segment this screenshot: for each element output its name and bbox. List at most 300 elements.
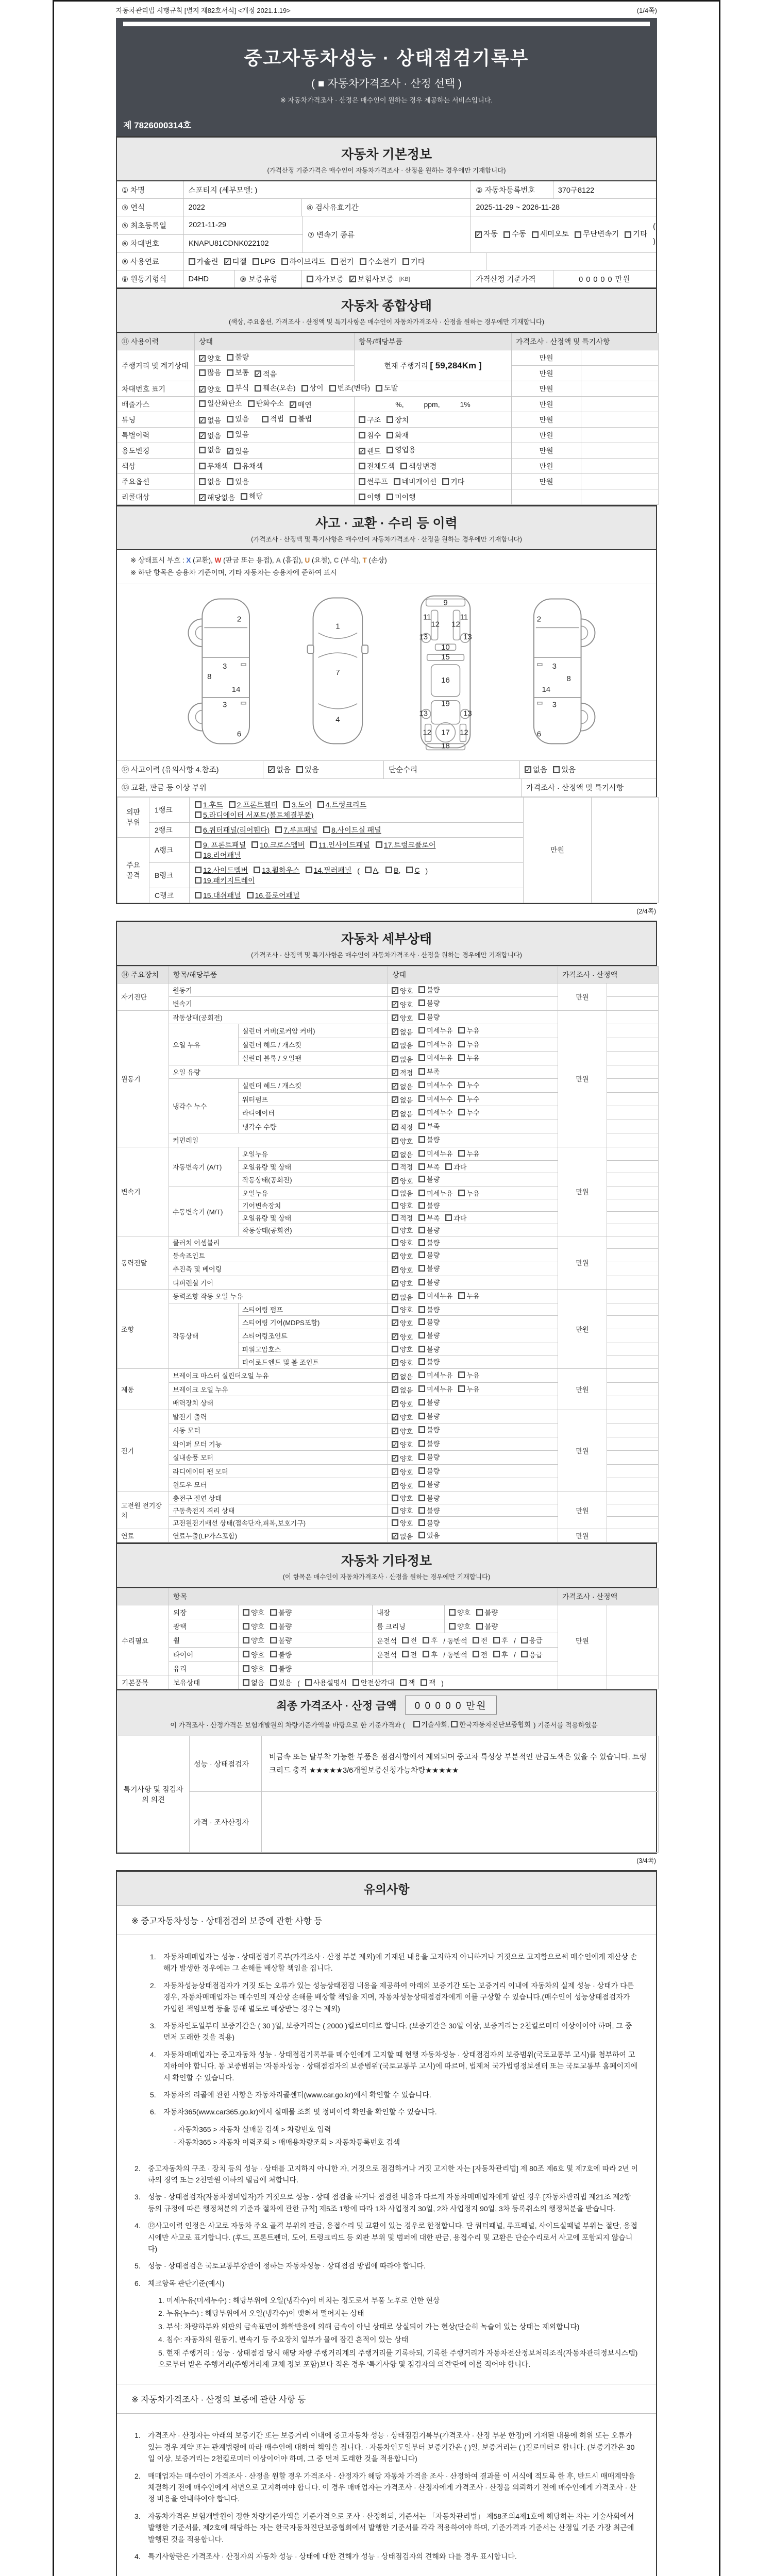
- note-cell: [607, 1605, 659, 1675]
- detail-row: [117, 1529, 659, 1543]
- item-cell: 작동상태: [169, 1303, 239, 1369]
- row-label: 휠: [169, 1633, 239, 1648]
- status-cell: [388, 1276, 558, 1290]
- engine-type-value: D4HD: [184, 270, 236, 287]
- checkbox-label: 부족: [427, 1067, 440, 1076]
- empty-cell: [486, 253, 656, 270]
- col-header: 상태: [388, 966, 558, 983]
- status-cell: [195, 381, 512, 397]
- checkbox-label: 썬루프: [367, 477, 388, 486]
- checkbox-icon: ✓: [392, 1252, 398, 1260]
- checkbox-unchecked: [575, 227, 619, 242]
- checkbox-label: 있음: [235, 415, 249, 423]
- checkbox-icon: [386, 494, 393, 500]
- checkbox-unchecked: [418, 1530, 440, 1540]
- checkbox-label: 전: [410, 1637, 417, 1645]
- checkbox-label: 불량: [427, 1251, 440, 1259]
- checkbox-unchecked: [503, 227, 526, 242]
- checkbox-label: 누수: [466, 1081, 480, 1090]
- checkbox-icon: [301, 385, 308, 392]
- item-cell: 충전구 절연 상태: [169, 1492, 388, 1504]
- checkbox-unchecked: [521, 1635, 543, 1645]
- checkbox-icon: [418, 1413, 425, 1419]
- note-cell: [607, 1133, 659, 1147]
- checkbox-label: 하이브리드: [289, 258, 326, 266]
- checkbox-checked: [199, 353, 221, 364]
- checkbox-checked: [392, 1081, 413, 1091]
- checkbox-label: 없음: [400, 1042, 413, 1050]
- checkbox-icon: ✓: [392, 1468, 398, 1476]
- status-cell: [239, 1633, 373, 1648]
- checkbox-label: 없음: [400, 1386, 413, 1395]
- inline-text: 이 가격조사 · 산정가격은 보험개발원의 차량기준가액을 바탕으로 한 기준가격과 (: [170, 1721, 407, 1730]
- note-cell: [607, 997, 659, 1011]
- checkbox-label: A,: [373, 866, 380, 874]
- checkbox-icon: [243, 1665, 249, 1672]
- svg-text:16: 16: [441, 675, 450, 685]
- section-title: 자동차 기본정보: [341, 147, 432, 162]
- checkbox-icon: [418, 1251, 425, 1258]
- checkbox-label: 장치: [395, 415, 409, 424]
- checkbox-checked: [392, 1149, 413, 1159]
- checkbox-label: 12.사이드멤버: [203, 866, 248, 874]
- checkbox-unchecked: [418, 1277, 440, 1287]
- checkbox-label: 부족: [427, 1122, 440, 1130]
- checkbox-icon: [331, 258, 338, 265]
- checkbox-checked: [199, 493, 235, 503]
- item-cell: 실내송풍 모터: [169, 1451, 388, 1465]
- section-title: 사고 · 교환 · 수리 등 이력: [315, 516, 458, 531]
- checkbox-label: 불량: [235, 353, 249, 362]
- checkbox-icon: ✓: [392, 1482, 398, 1489]
- item-cell: [355, 428, 512, 443]
- checkbox-icon: [449, 1623, 456, 1630]
- row-label: 룸 크리닝: [373, 1619, 445, 1633]
- checkbox-icon: [476, 1609, 483, 1616]
- svg-text:2: 2: [237, 614, 242, 623]
- inline-text: 운전석: [377, 1651, 397, 1659]
- base-price-label: 가격산정 기준가격: [471, 270, 553, 287]
- checkbox-label: 미세누유: [427, 1371, 453, 1380]
- checkbox-checked: [268, 764, 291, 775]
- legend-note: ※ 하단 항목은 승용차 기준이며, 기타 자동차는 승용차에 준하여 표시: [130, 569, 337, 577]
- checkbox-unchecked: [413, 1719, 449, 1729]
- notice-subitem: 3. 부식: 차량하부와 외판의 금속표면이 화학반응에 의해 금속이 아닌 상태로 상실되어 가는 현상(단순히 녹슬어 있는 상태는 제외합니다): [158, 2322, 580, 2331]
- checkbox-icon: [296, 766, 303, 773]
- item-cell: [355, 474, 512, 489]
- checkbox-unchecked: [243, 1607, 264, 1617]
- checkbox-label: 해당: [249, 492, 263, 501]
- checkbox-label: 없음: [276, 766, 291, 775]
- subitem-cell: 오일유량 및 상태: [239, 1161, 388, 1173]
- text-segment: C: [333, 556, 339, 564]
- note-cell: [581, 366, 659, 381]
- checkbox-unchecked: [392, 1188, 413, 1198]
- checkbox-unchecked: [392, 1344, 413, 1354]
- status-cell: [239, 1675, 558, 1689]
- checkbox-unchecked: [301, 383, 324, 393]
- checkbox-unchecked: [392, 1200, 413, 1210]
- checkbox-unchecked: [234, 461, 263, 471]
- checkbox-unchecked: [418, 1039, 452, 1049]
- checkbox-unchecked: [418, 1238, 440, 1247]
- item-cell: 발전기 출력: [169, 1410, 388, 1423]
- checkbox-label: 누유: [466, 1371, 480, 1380]
- checkbox-icon: [418, 999, 425, 1006]
- checkbox-icon: [418, 1399, 425, 1405]
- status-cell: [445, 1619, 558, 1633]
- note-cell: [607, 1187, 659, 1199]
- item-cell: 오일 유량: [169, 1065, 388, 1079]
- warranty-type-checks: [302, 270, 472, 287]
- simple-repair-checks: [520, 761, 656, 778]
- checkbox-checked: [392, 1481, 413, 1490]
- checkbox-label: 불량: [427, 1481, 440, 1489]
- checkbox-unchecked: [255, 383, 295, 393]
- checkbox-label: 변조(변타): [337, 384, 371, 393]
- checkbox-label: 있음: [561, 766, 576, 775]
- checkbox-checked: [392, 986, 413, 995]
- checkbox-icon: [394, 478, 400, 485]
- price-cell: 만원: [512, 459, 581, 474]
- checkbox-label: 없음: [207, 416, 222, 425]
- text-segment: ※ 상태표시 부호 :: [130, 556, 187, 564]
- checkbox-icon: [418, 1214, 425, 1221]
- checkbox-checked: [392, 1531, 413, 1541]
- checkbox-label: 양호: [400, 1226, 413, 1234]
- checkbox-label: 불량: [427, 1013, 440, 1021]
- row-label: 색상: [117, 459, 195, 474]
- col-header: 항목/해당부품: [169, 966, 388, 983]
- checkbox-unchecked: [359, 430, 381, 440]
- vin-value: KNAPU81CDNK022102: [189, 239, 269, 248]
- svg-text:2: 2: [536, 614, 542, 623]
- checkbox-icon: [418, 986, 425, 993]
- field-label: ⑤ 최초등록일: [117, 216, 184, 234]
- item-cell: 냉각수 누수: [169, 1079, 239, 1133]
- document-meta: [116, 4, 657, 18]
- checkbox-unchecked: [418, 1357, 440, 1366]
- checkbox-label: 많음: [207, 368, 222, 377]
- col-header: [117, 1588, 169, 1605]
- text-segment: U: [305, 556, 310, 564]
- group-label: 수리필요: [117, 1605, 169, 1675]
- text-segment: (교환),: [191, 556, 215, 564]
- checkbox-icon: [270, 1609, 277, 1616]
- checkbox-unchecked: [418, 1174, 440, 1184]
- device-cell: 원동기: [117, 1010, 169, 1147]
- checkbox-icon: [392, 1239, 398, 1246]
- price-cell: 만원: [512, 381, 581, 397]
- note-cell: [607, 1369, 659, 1383]
- checkbox-icon: ✓: [255, 370, 261, 378]
- first-registration-value: 2021-11-29: [189, 221, 227, 230]
- status-cell: [388, 1343, 558, 1355]
- status-cell: [195, 366, 355, 381]
- status-cell: [388, 1248, 558, 1262]
- note-cell: [607, 1173, 659, 1187]
- note-cell: [607, 1079, 659, 1093]
- checkbox-label: 불량: [427, 1332, 440, 1340]
- checkbox-unchecked: [290, 414, 312, 424]
- checkbox-label: 불량: [427, 999, 440, 1008]
- note-cell: [607, 1478, 659, 1492]
- svg-text:13: 13: [463, 709, 472, 718]
- checkbox-icon: [458, 1190, 465, 1196]
- checkbox-unchecked: [418, 1080, 452, 1090]
- checkbox-icon: [227, 416, 233, 422]
- checkbox-label: 양호: [400, 1441, 413, 1449]
- checkbox-icon: [195, 841, 201, 848]
- status-cell: [388, 1187, 558, 1199]
- notices-groupB-list: [135, 2163, 638, 2370]
- notice-item: 4. 특기사항란은 가격조사 · 산정자의 자동차 성능 · 상태에 대한 견해가 성능 · 상태점검자의 견해와 다를 경우 표시합니다.: [135, 2552, 517, 2561]
- checkbox-checked: [392, 1358, 413, 1367]
- checkbox-unchecked: [360, 256, 397, 267]
- checkbox-label: 해당없음: [207, 493, 236, 502]
- checkbox-icon: ✓: [350, 275, 356, 283]
- checkbox-label: 전: [480, 1651, 488, 1659]
- checkbox-unchecked: [394, 477, 437, 487]
- checkbox-icon: [376, 841, 382, 848]
- note-cell: [607, 1504, 659, 1516]
- checkbox-icon: ✓: [392, 1293, 398, 1301]
- checkbox-unchecked: [418, 1250, 440, 1260]
- inline-text: (: [357, 867, 360, 875]
- item-cell: 자동변속기 (A/T): [169, 1147, 239, 1187]
- checkbox-icon: [234, 463, 241, 469]
- checkbox-checked: [392, 1399, 413, 1409]
- status-cell: [388, 1065, 558, 1079]
- status-cell: [388, 1369, 558, 1383]
- status-cell: [388, 1290, 558, 1303]
- checkbox-icon: [360, 258, 366, 265]
- checkbox-label: 있음: [235, 430, 249, 439]
- checkbox-icon: [227, 369, 233, 376]
- checkbox-icon: [392, 1202, 398, 1209]
- checkbox-icon: [359, 416, 365, 423]
- checkbox-icon: ✓: [290, 401, 296, 409]
- checkbox-label: 양호: [251, 1623, 265, 1631]
- item-cell: 배력장치 상태: [169, 1396, 388, 1410]
- price-cell: 만원: [512, 428, 581, 443]
- checkbox-checked: [392, 1371, 413, 1381]
- checkbox-checked: [392, 1122, 413, 1132]
- checkbox-label: 5.라디에이터 서포트(볼트체결부품): [203, 810, 314, 819]
- checkbox-checked: [392, 1332, 413, 1342]
- price-cell: [512, 489, 581, 505]
- checkbox-unchecked: [317, 800, 366, 810]
- checkbox-unchecked: [359, 461, 395, 471]
- checkbox-icon: [418, 1467, 425, 1474]
- form-title: 중고자동차성능 · 상태점검기록부: [244, 47, 529, 69]
- checkbox-label: 불량: [427, 1176, 440, 1184]
- note-cell: [607, 1437, 659, 1451]
- status-cell: [388, 1092, 558, 1106]
- item-cell: 오일 누유: [169, 1024, 239, 1065]
- field-label: ③ 연식: [117, 199, 184, 216]
- final-price-label: 최종 가격조사 · 산정 금액: [276, 1700, 397, 1712]
- checkbox-checked: [525, 764, 547, 775]
- checkbox-unchecked: [392, 1493, 413, 1503]
- note-cell: [592, 797, 659, 903]
- exchange-price-label: 가격조사 · 산정액 및 특기사항: [526, 784, 624, 793]
- svg-text:1: 1: [335, 621, 340, 631]
- checkbox-icon: [421, 1679, 427, 1686]
- svg-text:3: 3: [552, 662, 557, 671]
- checkbox-unchecked: [458, 1384, 479, 1394]
- checkbox-icon: [199, 400, 206, 407]
- item-cell: 추진축 및 베어링: [169, 1262, 388, 1276]
- checkbox-label: 양호: [400, 1519, 413, 1527]
- note-cell: [581, 397, 659, 412]
- checkbox-label: 양호: [400, 1494, 413, 1502]
- checkbox-unchecked: [418, 1317, 440, 1327]
- checkbox-label: 양호: [251, 1665, 265, 1673]
- field-label: ⑨ 원동기형식: [117, 270, 184, 287]
- status-cell: [239, 1619, 373, 1633]
- svg-text:6: 6: [237, 730, 242, 739]
- checkbox-label: 미세누수: [427, 1109, 453, 1117]
- checkbox-icon: [386, 432, 393, 438]
- checkbox-label: 미세누유: [427, 1054, 453, 1062]
- checkbox-icon: [418, 1054, 425, 1061]
- car-diagram: [117, 584, 656, 761]
- checkbox-unchecked: [418, 1263, 440, 1273]
- note-cell: [607, 1329, 659, 1343]
- svg-text:7: 7: [335, 668, 340, 677]
- status-cell: [388, 1303, 558, 1315]
- checkbox-icon: ✓: [392, 1372, 398, 1380]
- status-cell: [388, 1464, 558, 1478]
- form-subtitle: ( ■ 자동차가격조사 · 산정 선택 ): [311, 78, 462, 90]
- checkbox-icon: [575, 231, 581, 238]
- subitem-cell: 오일유량 및 상태: [239, 1211, 388, 1224]
- notices-groupA-title: ※ 중고자동차성능 · 상태점검의 보증에 관한 사항 등: [117, 1906, 656, 1935]
- checkbox-label: 기타: [450, 477, 465, 486]
- checkbox-label: 매연: [297, 400, 312, 409]
- section-title: 자동차 기타정보: [341, 1554, 432, 1569]
- checkbox-icon: [418, 1346, 425, 1352]
- checkbox-label: 일산화탄소: [207, 399, 242, 408]
- checkbox-icon: [625, 231, 631, 238]
- checkbox-label: 불량: [427, 1453, 440, 1462]
- base-price-value: 0 0 0 0 0 만원: [579, 276, 631, 284]
- page1-block: [116, 136, 657, 904]
- checkbox-checked: [392, 1040, 413, 1050]
- checkbox-unchecked: [392, 1505, 413, 1515]
- row-label: 리콜대상: [117, 489, 195, 505]
- checkbox-label: 없음: [533, 766, 548, 775]
- status-cell: [388, 1052, 558, 1065]
- checkbox-icon: [386, 447, 393, 453]
- checkbox-label: 양호: [400, 1359, 413, 1367]
- checkbox-label: 없음: [400, 1096, 413, 1105]
- checkbox-label: 불량: [278, 1651, 292, 1659]
- checkbox-label: 구조: [367, 415, 381, 424]
- checkbox-label: 과다: [453, 1163, 467, 1172]
- checkbox-unchecked: [418, 1425, 440, 1434]
- checkbox-label: 유채색: [242, 462, 263, 470]
- note-cell: [607, 1290, 659, 1303]
- price-cell: 만원: [558, 1236, 607, 1290]
- note-cell: [607, 1248, 659, 1262]
- checkbox-label: 있음: [304, 766, 319, 775]
- checkbox-icon: ✓: [392, 1400, 398, 1408]
- checkbox-unchecked: [553, 764, 576, 775]
- price-cell: 만원: [512, 443, 581, 459]
- note-cell: [607, 1024, 659, 1038]
- checkbox-label: 불량: [427, 1519, 440, 1527]
- text-segment: W: [214, 556, 222, 564]
- checkbox-icon: [418, 1202, 425, 1209]
- svg-text:15: 15: [441, 652, 450, 662]
- checkbox-unchecked: [243, 1649, 264, 1659]
- checkbox-unchecked: [418, 1304, 440, 1314]
- checkbox-icon: [195, 826, 201, 833]
- checkbox-icon: [199, 447, 206, 453]
- price-cell: 만원: [558, 983, 607, 1010]
- status-cell: [195, 459, 355, 474]
- checkbox-checked: [392, 1054, 413, 1064]
- checkbox-icon: [247, 892, 254, 899]
- checkbox-icon: [392, 1227, 398, 1233]
- status-cell: [388, 1106, 558, 1120]
- inline-text: /: [513, 1637, 516, 1645]
- notice-item: 3. 자동차인도일부터 보증기간은 ( 30 )일, 보증거리는 ( 2000 )킬로미터로 합니다. (보증기간은 30일 이상, 보증거리는 2천킬로미터 이상이어야 하며, 그 중 먼저 도래한 것을 적용): [150, 2022, 632, 2042]
- note-cell: [607, 1236, 659, 1248]
- notice-subitem: 4. 침수: 자동차의 원동기, 변속기 등 주요장치 일부가 물에 잠긴 흔적이 있는 상태: [158, 2335, 409, 2344]
- checkbox-label: 양호: [400, 1427, 413, 1435]
- group-label: 주요 골격: [117, 837, 149, 903]
- checkbox-icon: [392, 1306, 398, 1313]
- checkbox-unchecked: [418, 1344, 440, 1354]
- checkbox-label: 적법: [270, 415, 284, 423]
- checkbox-checked: [392, 1426, 413, 1436]
- checkbox-icon: [418, 1068, 425, 1075]
- mileage-prefix: 현재 주행거리: [384, 361, 428, 370]
- checkbox-unchecked: [418, 1452, 440, 1462]
- price-cell: 만원: [558, 1290, 607, 1369]
- checkbox-label: 양호: [400, 1239, 413, 1247]
- checkbox-icon: [365, 867, 372, 873]
- checkbox-label: 양호: [400, 1252, 413, 1261]
- notice-item: 5. 성능 · 상태점검은 국토교통부장관이 정하는 자동차성능 · 상태점검 방법에 따라야 합니다.: [135, 2262, 426, 2270]
- diagram-part-numbers: [207, 598, 571, 750]
- item-cell: 시동 모터: [169, 1423, 388, 1437]
- checkbox-icon: [418, 1440, 425, 1447]
- checkbox-label: 기타: [633, 230, 648, 239]
- detail-row: [117, 1236, 659, 1248]
- checkbox-checked: [255, 369, 277, 379]
- price-cell: [558, 1675, 607, 1689]
- checkbox-unchecked: [418, 1225, 440, 1235]
- checkbox-unchecked: [227, 477, 249, 487]
- note-cell: [607, 1382, 659, 1396]
- item-cell: 커먼레일: [169, 1133, 388, 1147]
- checkbox-icon: [323, 826, 330, 833]
- checkbox-icon: [270, 1623, 277, 1630]
- status-cell: [388, 1211, 558, 1224]
- note-cell: [581, 412, 659, 428]
- checkbox-unchecked: [270, 1607, 292, 1617]
- status-cell: [195, 443, 355, 459]
- detail-row: [117, 1492, 659, 1504]
- checkbox-unchecked: [418, 1330, 440, 1340]
- note-cell: [607, 1262, 659, 1276]
- checkbox-icon: ✓: [199, 416, 205, 424]
- note-cell: [607, 1464, 659, 1478]
